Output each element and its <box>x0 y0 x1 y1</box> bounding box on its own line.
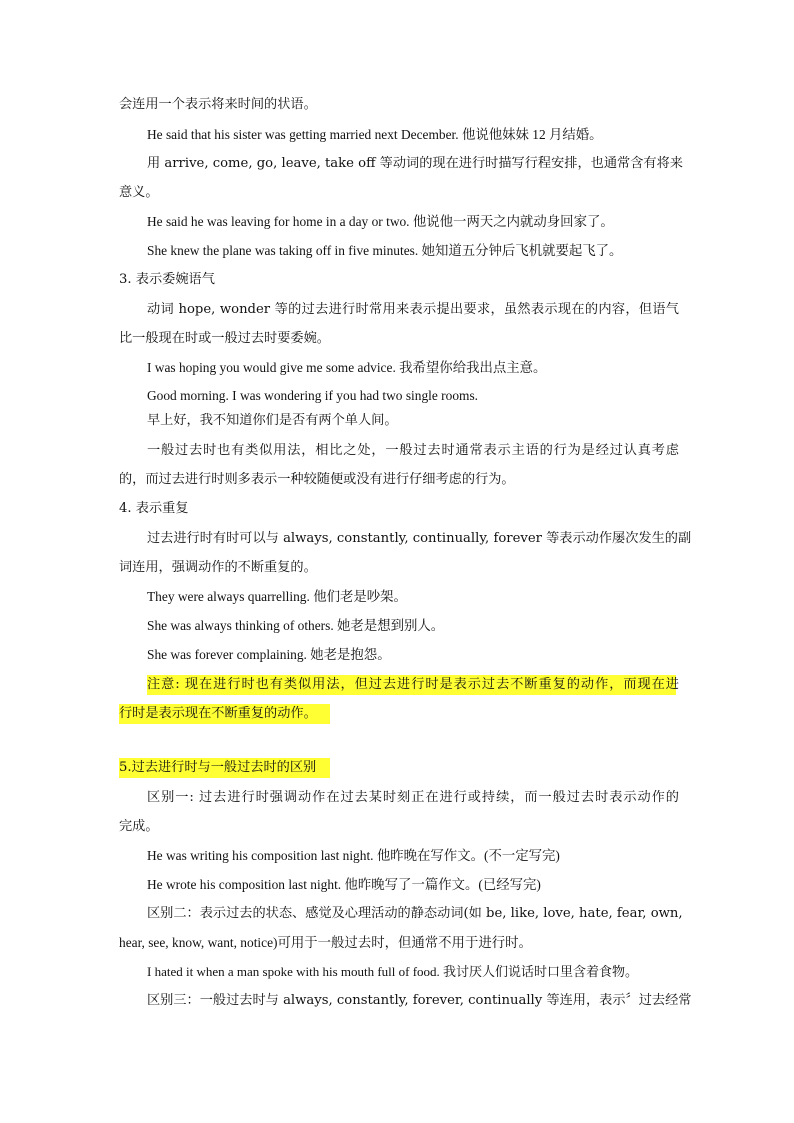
example-sentence: He was writing his composition last night. 他昨晚在写作文。(不一定写完) <box>147 848 560 863</box>
paragraph-line: 一般过去时也有类似用法，相比之处，一般过去时通常表示主语的行为是经过认真考虑 <box>147 443 679 458</box>
example-sentence: He wrote his composition last night. 他昨晚写了一篇作文。(已经写完) <box>147 877 541 892</box>
paragraph-line: 用 arrive, come, go, leave, take off 等动词的现在进行时描写行程安排，也通常含有将来 <box>147 156 683 171</box>
section-heading-3: 3. 表示委婉语气 <box>119 272 215 287</box>
example-sentence: He said he was leaving for home in a day or two. 他说他一两天之内就动身回家了。 <box>147 214 614 229</box>
paragraph-line: hear, see, know, want, notice)可用于一般过去时，但通常不用于进行时。 <box>119 935 532 950</box>
paragraph-line: 过去进行时有时可以与 always, constantly, continually, forever 等表示动作屡次发生的副 <box>147 531 692 546</box>
paragraph-line: 区别三：一般过去时与 always, constantly, forever, continually 等连用，表示〞过去经常 <box>147 993 692 1008</box>
paragraph-line: 意义。 <box>119 185 159 200</box>
example-sentence: Good morning. I was wondering if you had two single rooms. <box>147 388 479 403</box>
paragraph-line: 的，而过去进行时则多表示一种较随便或没有进行仔细考虑的行为。 <box>119 472 515 487</box>
example-sentence: She knew the plane was taking off in five minutes. 她知道五分钟后飞机就要起飞了。 <box>147 243 623 258</box>
example-sentence: He said that his sister was getting married next December. 他说他妹妹 12 月结婚。 <box>147 127 603 142</box>
section-heading-4: 4. 表示重复 <box>119 501 189 516</box>
paragraph-line: 比一般现在时或一般过去时要委婉。 <box>119 331 330 346</box>
paragraph-line: 完成。 <box>119 819 159 834</box>
note-line: 注意: 现在进行时也有类似用法，但过去进行时是表示过去不断重复的动作，而现在进 <box>147 677 679 692</box>
paragraph-line: 区别一: 过去进行时强调动作在过去某时刻正在进行或持续，而一般过去时表示动作的 <box>147 790 679 805</box>
paragraph-line: 会连用一个表示将来时间的状语。 <box>119 97 317 112</box>
paragraph-line: 动词 hope, wonder 等的过去进行时常用来表示提出要求，虽然表示现在的内容，但语气 <box>147 302 679 317</box>
example-sentence: I hated it when a man spoke with his mouth full of food. 我讨厌人们说话时口里含着食物。 <box>147 964 639 979</box>
paragraph-line: 区别二：表示过去的状态、感觉及心理活动的静态动词(如 be, like, love, hate, fear, own, <box>147 906 683 921</box>
example-translation: 早上好，我不知道你们是否有两个单人间。 <box>147 413 398 428</box>
example-sentence: She was forever complaining. 她老是抱怨。 <box>147 647 391 662</box>
note-line: 行时是表示现在不断重复的动作。 <box>119 706 317 721</box>
paragraph-line: 词连用，强调动作的不断重复的。 <box>119 560 317 575</box>
example-sentence: They were always quarrelling. 他们老是吵架。 <box>147 589 407 604</box>
section-heading-5: 5.过去进行时与一般过去时的区别 <box>119 760 317 775</box>
example-sentence: She was always thinking of others. 她老是想到别人。 <box>147 618 445 633</box>
example-sentence: I was hoping you would give me some advice. 我希望你给我出点主意。 <box>147 360 547 375</box>
